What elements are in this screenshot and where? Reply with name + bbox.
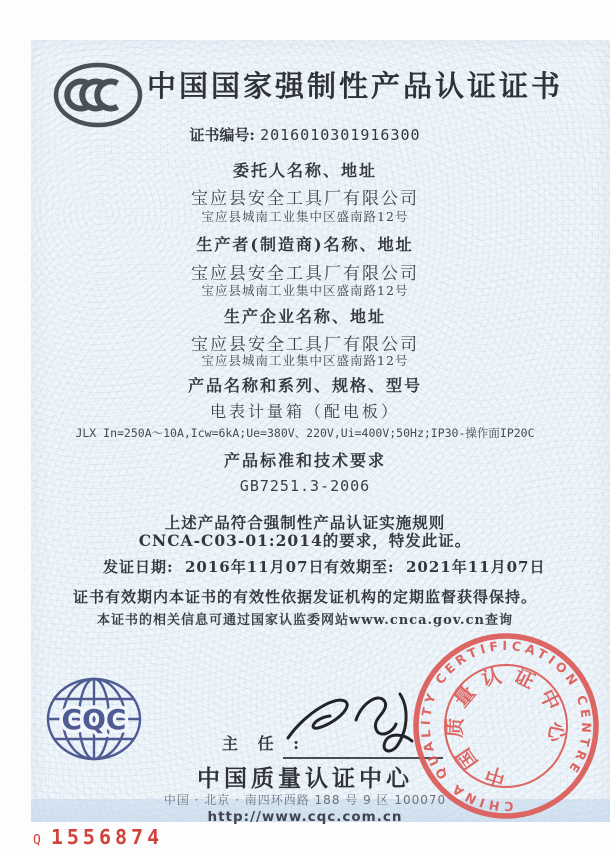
- factory-heading: 生产企业名称、地址: [223, 307, 386, 326]
- stamp-outer-text: CHINA QUALITY CERTIFICATION CENTRE: [417, 637, 595, 815]
- factory-name: 宝应县安全工具厂有限公司: [191, 335, 419, 355]
- certificate-number-value: 2016010301916300: [260, 126, 421, 144]
- declaration-line2: CNCA-C03-01:2014的要求，特发此证。: [138, 531, 472, 550]
- standard-value: GB7251.3-2006: [239, 477, 371, 495]
- producer-address: 宝应县城南工业集中区盛南路12号: [201, 283, 409, 298]
- standard-heading: 产品标准和技术要求: [223, 451, 386, 470]
- org-name: 中国质量认证中心: [197, 766, 413, 792]
- serial-number: [33, 825, 163, 849]
- director-label: 主 任 :: [222, 734, 307, 753]
- info-note: 本证书的相关信息可通过国家认监委网站www.cnca.gov.cn查询: [97, 613, 513, 628]
- expiry-date-label: 有效期至:: [324, 558, 395, 576]
- applicant-heading: 委托人名称、地址: [232, 161, 377, 180]
- expiry-date-value: 2021年11月07日: [406, 558, 546, 576]
- applicant-name: 宝应县安全工具厂有限公司: [191, 189, 419, 209]
- factory-address: 宝应县城南工业集中区盛南路12号: [201, 353, 409, 368]
- cqc-logo-text: CQC: [61, 703, 127, 736]
- stamp-inner-text: 中国质量认证中心: [442, 661, 571, 791]
- producer-name: 宝应县安全工具厂有限公司: [191, 264, 419, 284]
- serial-prefix: Q: [33, 833, 41, 848]
- product-spec: JLX In=250A～10A,Icw=6kA;Ue=380V、220V,Ui=400V;50Hz;IP30-操作面IP20C: [75, 426, 535, 440]
- certificate-number-line: [0, 124, 610, 145]
- validity-note: 证书有效期内本证书的有效性依据发证机构的定期监督获得保持。: [72, 588, 537, 606]
- ccc-logo-icon: [52, 60, 144, 130]
- org-url: http://www.cqc.com.cn: [207, 809, 403, 825]
- certificate-number-label: 证书编号:: [189, 126, 255, 144]
- declaration-line1: 上述产品符合强制性产品认证实施规则: [164, 513, 446, 532]
- serial-number-value: 1556874: [50, 825, 164, 849]
- page-title: 中国国家强制性产品认证证书: [146, 69, 563, 103]
- applicant-address: 宝应县城南工业集中区盛南路12号: [201, 209, 409, 224]
- cqc-logo-icon: [44, 674, 144, 764]
- issue-date-value: 2016年11月07日: [185, 558, 325, 576]
- cqc-stamp-icon: [406, 626, 606, 826]
- issue-date-label: 发证日期:: [103, 558, 174, 576]
- org-address: 中国 · 北京 · 南四环西路 188 号 9 区 100070: [163, 793, 447, 807]
- product-heading: 产品名称和系列、规格、型号: [187, 376, 422, 395]
- product-name: 电表计量箱（配电板）: [209, 402, 400, 421]
- producer-heading: 生产者(制造商)名称、地址: [196, 235, 414, 254]
- svg-text:CHINA QUALITY CERTIFICATION CE: [406, 626, 606, 826]
